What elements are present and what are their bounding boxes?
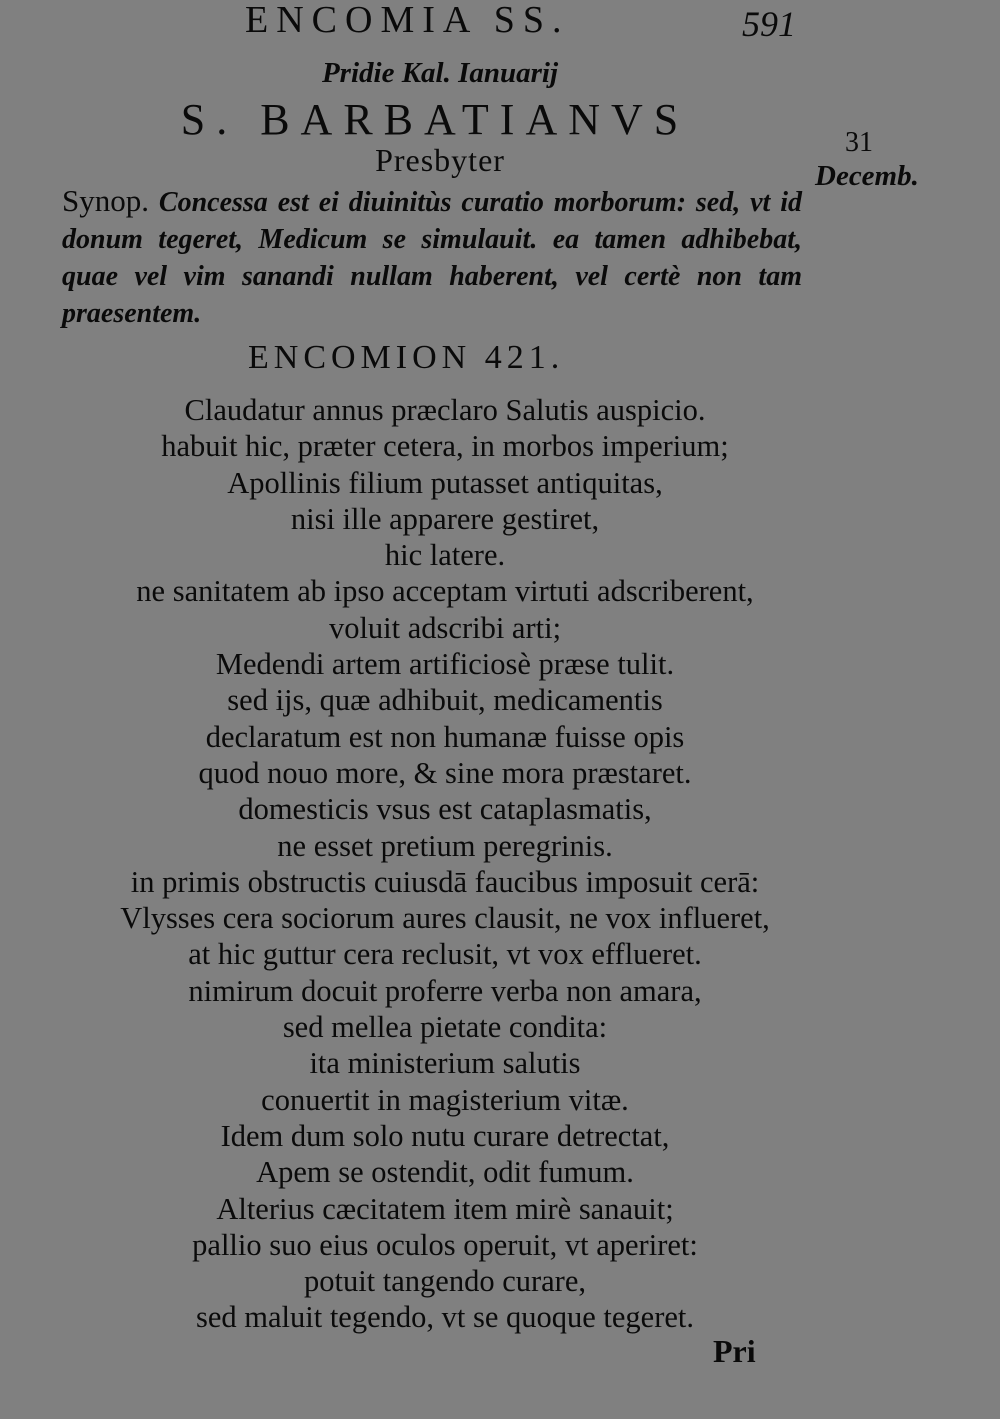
poem-line: sed ijs, quæ adhibuit, medicamentis — [227, 683, 663, 718]
poem-line: Idem dum solo nutu curare detrectat, — [220, 1118, 670, 1153]
poem-line: Apem se ostendit, odit fumum. — [256, 1155, 634, 1190]
poem-line: domesticis vsus est cataplasmatis, — [238, 792, 652, 827]
synopsis-label: Synop. — [62, 183, 149, 218]
synopsis-text: Concessa est ei diuinitùs curatio morborum: sed, vt id donum tegeret, Medicum se simulauit. ea tamen adhibebat, quae vel vim sanandi nullam haberent, vel certè non tam praesentem. — [62, 187, 803, 329]
poem-line: Alterius cæcitatem item mirè sanauit; — [216, 1191, 674, 1226]
running-head: ENCOMIA SS. — [245, 0, 570, 41]
poem-line: Claudatur annus præclaro Salutis auspicio. — [184, 393, 706, 427]
margin-note-month: Decemb. — [815, 160, 919, 192]
poem-line: nimirum docuit proferre verba non amara, — [188, 973, 702, 1008]
poem-line: sed maluit tegendo, vt se quoque tegeret. — [195, 1300, 695, 1335]
poem-line: at hic guttur cera reclusit, vt vox efflueret. — [188, 937, 702, 972]
poem-line: ne sanitatem ab ipso acceptam virtuti adscriberent, — [136, 574, 754, 609]
poem-line: voluit adscribi arti; — [328, 610, 562, 645]
poem — [40, 392, 850, 1336]
poem-line: pallio suo eius oculos operuit, vt aperiret: — [192, 1227, 698, 1262]
margin-note-day: 31 — [845, 127, 873, 158]
poem-line: sed mellea pietate condita: — [282, 1010, 608, 1045]
saint-title: Presbyter — [375, 142, 505, 178]
poem-line: Apollinis filium putasset antiquitas, — [227, 465, 663, 500]
poem-line: Vlysses cera sociorum aures clausit, ne vox influeret, — [120, 901, 770, 936]
poem-line: nisi ille apparere gestiret, — [290, 501, 600, 536]
catchword: Pri — [713, 1333, 756, 1369]
poem-line: ita ministerium salutis — [309, 1046, 581, 1081]
encomion-heading: ENCOMION 421. — [248, 339, 565, 376]
poem-line: declaratum est non humanæ fuisse opis — [205, 719, 685, 754]
poem-line: Medendi artem artificiosè præse tulit. — [215, 647, 675, 682]
poem-line: quod nouo more, & sine mora præstaret. — [198, 755, 692, 790]
poem-line: in primis obstructis cuiusdā faucibus imposuit cerā: — [130, 864, 760, 899]
poem-line: potuit tangendo curare, — [303, 1264, 587, 1299]
feast-date: Pridie Kal. Ianuarij — [321, 57, 559, 89]
page-number: 591 — [742, 4, 796, 44]
poem-line: habuit hic, præter cetera, in morbos imperium; — [161, 429, 729, 464]
saint-name: S. BARBATIANVS — [180, 95, 690, 144]
poem-line: conuertit in magisterium vitæ. — [261, 1082, 629, 1117]
synopsis-paragraph — [62, 182, 802, 332]
poem-line: hic latere. — [384, 538, 506, 573]
poem-line: ne esset pretium peregrinis. — [277, 828, 613, 863]
